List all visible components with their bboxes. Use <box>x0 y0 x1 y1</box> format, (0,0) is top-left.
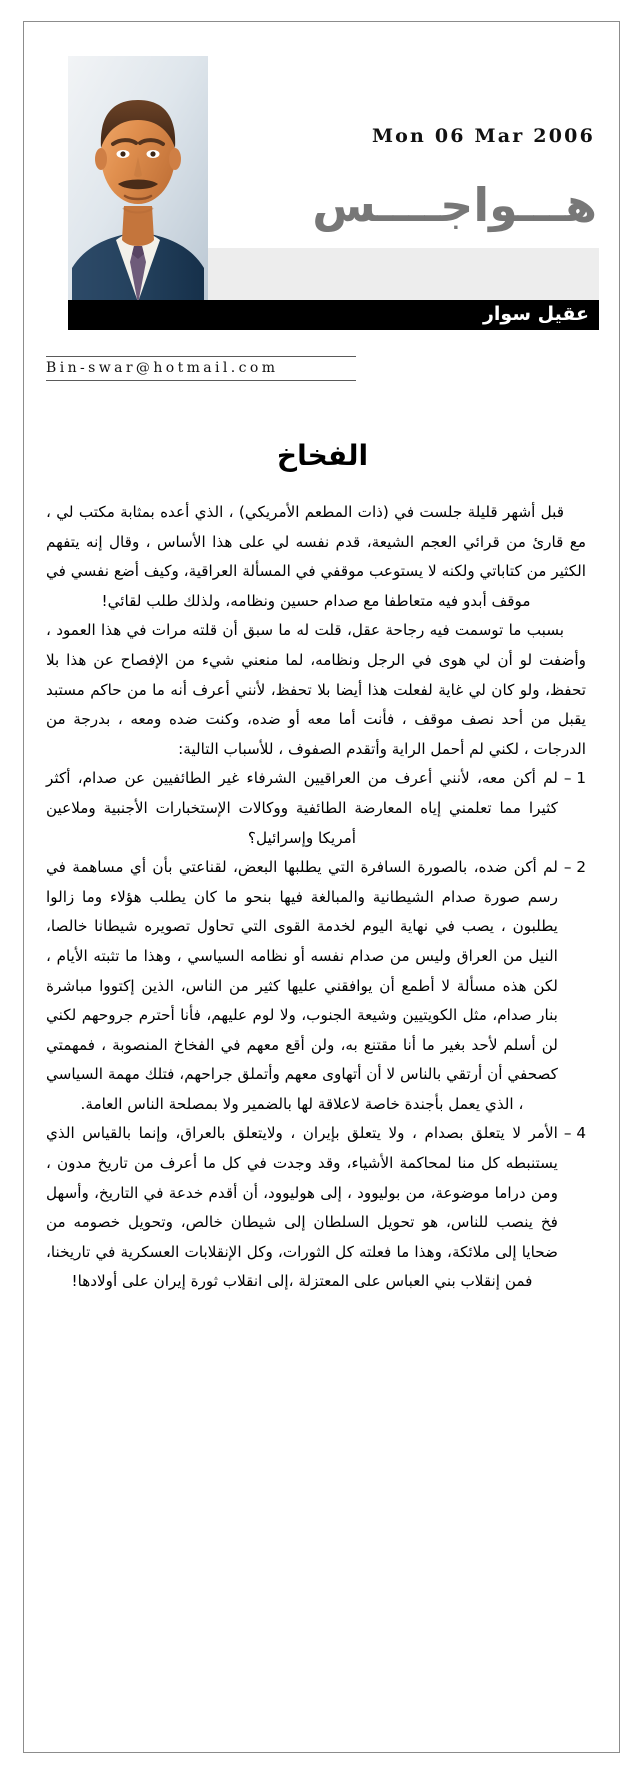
article-body <box>46 498 586 1297</box>
list-item <box>46 1119 586 1297</box>
author-name: عقيل سوار <box>482 303 589 325</box>
list-item <box>46 853 586 1119</box>
portrait-image <box>68 56 208 309</box>
author-email[interactable]: Bin-swar@hotmail.com <box>46 360 279 376</box>
list-item-number: 4 – <box>563 1124 586 1143</box>
list-item-text: لم أكن ضده، بالصورة السافرة التي يطلبها البعض، لقناعتي بأن أي مساهمة في رسم صورة صدام الشيطانية والمبالغة فيها بنحو ما كان يطلب هؤلاء وما زالوا يطلبون ، يصب في نهاية اليوم لخدمة القوى التي تحاول تصويره شيطانا خالصا، النيل من العراق وليس من صدام نفسه أو نظامه السياسي ، وهذا ما تثبته الأيام ، لكن هذه مسألة لا أطمع أن يوافقني عليها كثير من الناس، الذين إكتووا مباشرة بنار صدام، مثل الكويتيين وشيعة الجنوب، ولا لوم عليهم، فأنا أحترم جروحهم لكني لن أسلم لأحد بغير ما أنا مقتنع به، ولن أقع معهم في الفخاخ المنصوبة ، فمهمتي كصحفي أن أرتقي بالناس لا أن أتهاوى معهم وأتملق جراحهم، فتلك مهمة السياسي ، الذي يعمل بأجندة خاصة لاعلاقة لها بالضمير ولا بمصلحة الناس العامة. <box>46 858 558 1113</box>
article-paragraph: قبل أشهر قليلة جلست في (ذات المطعم الأمريكي) ، الذي أعده بمثابة مكتب لي ، مع قارئ من قرائي العجم الشيعة، قدم نفسه لي على هذا الأساس ، وقال إنه يتفهم الكثير من كتاباتي ولكنه لا يستوعب موقفي في المسألة العراقية، وكيف أضع نفسي في موقف أبدو فيه متعاطفا مع صدام حسين ونظامه، ولذلك طلب لقائي! <box>46 503 586 610</box>
list-item-text: الأمر لا يتعلق بصدام ، ولا يتعلق بإيران ، ولايتعلق بالعراق، وإنما بالقياس الذي يستنبطه كل منا لمحاكمة الأشياء، وقد وجدت في كل ما أعرف من تاريخ مدون ، ومن دراما موضوعة، من بوليوود ، إلى هوليوود، أن أقدم خدعة في التاريخ، وأسهل فخ ينصب للناس، هو تحويل السلطان إلى شيطان خالص، وتحويل خصومه من ضحايا إلى ملائكة، وهذا ما فعلته كل الثورات، وكل الإنقلابات العسكرية في تاريخنا، فمن إنقلاب بني العباس على المعتزلة ،إلى انقلاب ثورة إيران على أولادها! <box>46 1124 558 1291</box>
list-item-number: 1 – <box>563 769 586 788</box>
author-email-block <box>46 356 356 381</box>
masthead <box>46 48 599 325</box>
list-item-text: لم أكن معه، لأنني أعرف من العراقيين الشرفاء غير الطائفيين عن صدام، أكثر كثيرا مما تعلمني إياه المعارضة الطائفية ووكالات الإستخبارات الأجنبية وملاعين أمريكا وإسرائيل؟ <box>46 769 558 847</box>
article-paragraph: بسبب ما توسمت فيه رجاحة عقل، قلت له ما سبق أن قلته مرات في هذا العمود ، وأضفت لو أن لي هوى في الرجل ونظامه، لما منعني شيء من الإفصاح عن هذا بلا تحفظ، ولو كان لي غاية لفعلت هذا أيضا بلا تحفظ، لأنني أعرف أنه ما من حاكم مستبد يقبل من أحد نصف موقف ، فأنت أما معه أو ضده، وكنت ضده ومعه ، بدرجة من الدرجات ، لكني لم أحمل الراية وأتقدم الصفوف ، للأسباب التالية: <box>46 621 586 758</box>
publication-date: Mon 06 Mar 2006 <box>371 125 595 147</box>
author-name-bar <box>68 300 599 330</box>
column-title: هـــواجــــس <box>312 178 597 232</box>
list-item-number: 2 – <box>563 858 586 877</box>
page-content <box>46 48 599 1297</box>
list-item <box>46 764 586 853</box>
author-portrait <box>68 56 208 309</box>
masthead-grey-band <box>208 248 599 300</box>
article-title: الفخاخ <box>276 439 369 472</box>
